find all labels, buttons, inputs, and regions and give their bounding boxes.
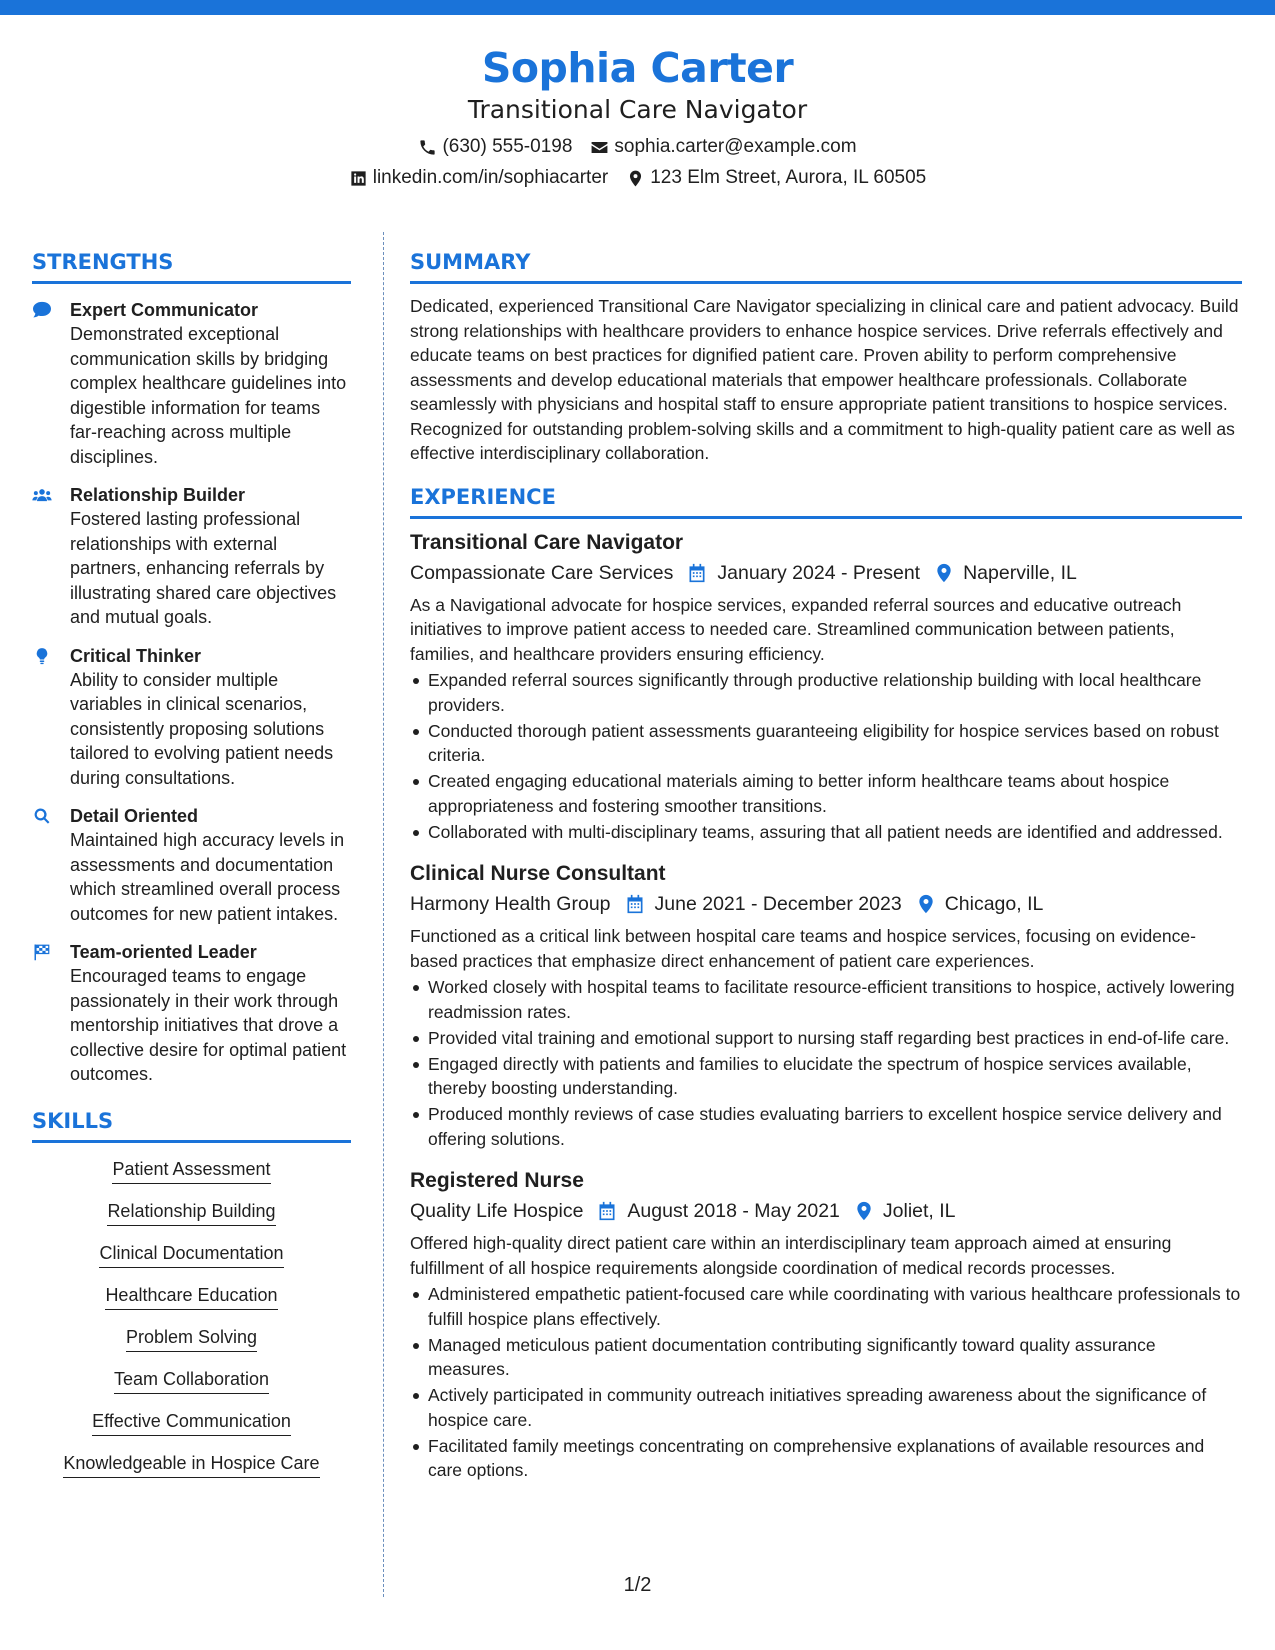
skill-item: Relationship Building <box>107 1199 275 1226</box>
lightbulb-icon <box>32 647 52 665</box>
job-bullet: Managed meticulous patient documentation contributing significantly toward quality assurance measures. <box>410 1333 1242 1382</box>
skills-list <box>32 1157 351 1478</box>
users-icon <box>32 486 52 504</box>
flag-checkered-icon <box>32 943 52 961</box>
strength-description: Demonstrated exceptional communication skills by bridging complex healthcare guidelines into digestible information for teams far-reaching across multiple disciplines. <box>70 324 347 467</box>
job-description: Functioned as a critical link between hospital care teams and hospice services, focusing on evidence-based practices that emphasize direct enhancement of patient care experiences. <box>410 926 1196 971</box>
candidate-title: Transitional Care Navigator <box>467 95 808 124</box>
summary-text: Dedicated, experienced Transitional Care Navigator specializing in clinical care and patient advocacy. Build strong relationships with healthcare providers to enhance hospice services. Drive referrals effectively and educate teams on best practices for dignified patient care. Proven ability to perform comprehensive assessments and develop educational materials that empower healthcare professionals. Collaborate seamlessly with physicians and hospital staff to ensure appropriate patient transitions to hospice services. Recognized for outstanding problem-solving skills and a commitment to high-quality patient care as well as effective interdisciplinary collaboration. <box>410 296 1239 463</box>
job-company: Quality Life Hospice <box>410 1200 584 1222</box>
job-bullet: Expanded referral sources significantly through productive relationship building with local healthcare providers. <box>410 668 1242 717</box>
job-dates: January 2024 - Present <box>717 561 921 584</box>
job-entry <box>410 860 1242 1151</box>
job-bullets <box>410 975 1242 1151</box>
map-marker-icon <box>854 1201 874 1221</box>
left-column <box>32 248 351 1493</box>
job-bullet: Collaborated with multi-disciplinary teams, assuring that all patient needs are identified and addressed. <box>410 820 1242 845</box>
skill-item: Team Collaboration <box>114 1367 269 1394</box>
linkedin-contact[interactable] <box>349 165 609 191</box>
skill-item: Healthcare Education <box>105 1283 277 1310</box>
strengths-heading: STRENGTHS <box>32 248 351 284</box>
job-bullet: Produced monthly reviews of case studies evaluating barriers to excellent hospice service delivery and offering solutions. <box>410 1102 1242 1151</box>
strength-name: Detail Oriented <box>70 806 199 826</box>
envelope-icon <box>590 138 609 157</box>
phone-contact[interactable] <box>418 134 572 160</box>
job-bullet: Worked closely with hospital teams to facilitate resource-efficient transitions to hospice, actively lowering readmission rates. <box>410 975 1242 1024</box>
job-bullet: Engaged directly with patients and families to elucidate the spectrum of hospice services available, thereby boosting understanding. <box>410 1052 1242 1101</box>
phone-text: (630) 555-0198 <box>442 136 573 157</box>
skills-heading: SKILLS <box>32 1107 351 1143</box>
calendar-icon <box>597 1201 617 1221</box>
calendar-icon <box>625 894 645 914</box>
job-description: As a Navigational advocate for hospice services, expanded referral sources and educative outreach initiatives to improve patient access to needed care. Streamlined communication between patients, families, and healthcare providers ensuring efficiency. <box>410 594 1182 664</box>
address-text: 123 Elm Street, Aurora, IL 60505 <box>650 167 927 188</box>
top-accent-bar <box>0 0 1275 15</box>
strength-name: Critical Thinker <box>70 645 202 666</box>
job-dates: June 2021 - December 2023 <box>654 893 902 915</box>
strength-item <box>32 804 351 926</box>
skill-item: Problem Solving <box>126 1325 257 1352</box>
email-contact[interactable] <box>590 134 856 160</box>
strength-item <box>32 298 351 469</box>
strength-description: Ability to consider multiple variables in clinical scenarios, consistently proposing solutions tailored to evolving patient needs during consultations. <box>70 669 334 788</box>
linkedin-text: linkedin.com/in/sophiacarter <box>372 167 609 188</box>
strength-description: Fostered lasting professional relationships with external partners, enhancing referrals by illustrating shared care objectives and mutual goals. <box>70 509 337 627</box>
job-location: Joliet, IL <box>882 1200 956 1222</box>
experience-heading: EXPERIENCE <box>410 483 1242 519</box>
job-company: Harmony Health Group <box>410 893 611 915</box>
column-divider <box>383 232 384 1597</box>
candidate-name: Sophia Carter <box>481 44 794 92</box>
map-marker-icon <box>916 894 936 914</box>
email-text: sophia.carter@example.com <box>614 136 857 157</box>
map-marker-icon <box>934 563 954 583</box>
summary-heading: SUMMARY <box>410 248 1242 284</box>
strength-name: Team-oriented Leader <box>70 942 257 962</box>
strength-name: Relationship Builder <box>70 485 246 505</box>
linkedin-icon <box>349 169 368 188</box>
comment-icon <box>32 301 52 319</box>
job-bullet: Conducted thorough patient assessments guaranteeing eligibility for hospice services based on robust criteria. <box>410 719 1242 768</box>
page-number: 1/2 <box>623 1574 652 1596</box>
skill-item: Patient Assessment <box>112 1157 270 1184</box>
contact-row-1 <box>0 134 1275 160</box>
strength-item <box>32 644 351 791</box>
right-column <box>410 248 1242 1484</box>
job-bullet: Administered empathetic patient-focused care while coordinating with various healthcare professionals to fulfill hospice plans effectively. <box>410 1282 1242 1331</box>
job-dates: August 2018 - May 2021 <box>627 1200 840 1222</box>
strength-description: Encouraged teams to engage passionately in their work through mentorship initiatives that drove a collective desire for optimal patient outcomes. <box>70 966 347 1084</box>
job-title: Registered Nurse <box>410 1169 584 1192</box>
job-location: Chicago, IL <box>944 893 1044 915</box>
job-title: Clinical Nurse Consultant <box>410 862 666 885</box>
job-meta <box>410 890 1242 918</box>
skill-item: Clinical Documentation <box>99 1241 283 1268</box>
job-bullets <box>410 668 1242 844</box>
job-meta <box>410 559 1242 587</box>
strength-description: Maintained high accuracy levels in assessments and documentation which streamlined overall process outcomes for new patient intakes. <box>70 830 345 924</box>
job-location: Naperville, IL <box>963 561 1077 584</box>
contact-row-2 <box>0 165 1275 191</box>
job-title: Transitional Care Navigator <box>410 530 684 554</box>
job-description: Offered high-quality direct patient care within an interdisciplinary team approach aimed at ensuring fulfillment of all hospice requirements alongside coordination of medical records processes. <box>410 1233 1172 1278</box>
skill-item: Effective Communication <box>92 1409 291 1436</box>
search-icon <box>32 807 52 825</box>
map-marker-icon <box>626 169 645 188</box>
job-bullet: Provided vital training and emotional support to nursing staff regarding best practices in end-of-life care. <box>410 1026 1242 1051</box>
strength-name: Expert Communicator <box>70 300 259 320</box>
phone-icon <box>418 138 437 157</box>
job-company: Compassionate Care Services <box>410 561 674 584</box>
job-bullet: Facilitated family meetings concentrating on comprehensive explanations of available resources and care options. <box>410 1434 1242 1483</box>
strength-item <box>32 940 351 1087</box>
resume-header <box>0 42 1275 191</box>
skill-item: Knowledgeable in Hospice Care <box>63 1451 319 1478</box>
job-entry <box>410 1167 1242 1483</box>
strength-item <box>32 483 351 630</box>
calendar-icon <box>687 563 707 583</box>
job-bullet: Created engaging educational materials aiming to better inform healthcare teams about hospice appropriateness and fostering smoother transitions. <box>410 769 1242 818</box>
job-meta <box>410 1197 1242 1225</box>
address-contact <box>626 165 926 191</box>
job-bullets <box>410 1282 1242 1483</box>
job-entry <box>410 529 1242 845</box>
job-bullet: Actively participated in community outreach initiatives spreading awareness about the significance of hospice care. <box>410 1383 1242 1432</box>
